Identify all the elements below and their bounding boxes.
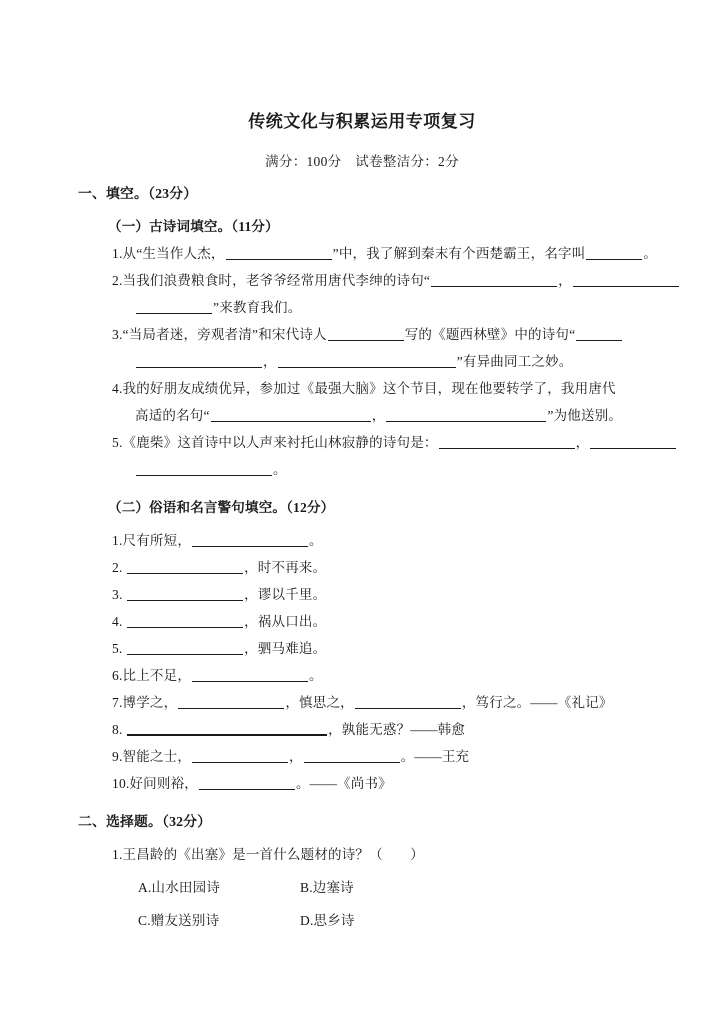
fill-blank[interactable] [439,435,575,449]
item-text: 。――王充 [400,749,470,764]
fill-blank[interactable] [590,435,676,449]
question-item [0,321,724,348]
item-text: ，谬以千里。 [244,587,327,602]
page-subtitle: 满分：100分 试卷整洁分：2分 [265,154,459,169]
option-key: C. [138,913,151,928]
item-text: ， [289,749,303,764]
item-number: 1. [112,533,123,548]
option-label: 边塞诗 [312,880,354,895]
item-number: 4. [112,381,123,396]
item-text: 。 [643,246,658,261]
option-key: A. [138,880,152,895]
item-text: ，时不再来。 [244,560,327,575]
fill-blank[interactable] [355,695,461,709]
question-item [0,527,724,554]
item-text: ”来教育我们。 [213,300,302,315]
question-item [0,554,724,581]
option-c[interactable] [138,907,300,934]
fill-blank[interactable] [278,354,456,368]
fill-blank[interactable] [328,327,404,341]
item-text: ， [371,408,386,423]
fill-blank[interactable] [178,695,284,709]
fill-blank[interactable] [127,560,243,574]
fill-blank[interactable] [136,300,212,314]
item-number: 7. [112,695,123,710]
fill-blank[interactable] [226,246,332,260]
item-number: 1. [112,246,123,261]
item-text: 《鹿柴》这首诗中以人声来衬托山林寂静的诗句是： [122,435,438,450]
option-label: 思乡诗 [313,913,355,928]
item-number: 10. [112,776,130,791]
item-text: ”有异曲同工之妙。 [456,354,573,369]
item-text: 。 [309,533,323,548]
question-item [0,662,724,689]
item-text: 尺有所短， [122,533,192,548]
question-item [0,716,724,743]
item-text: ”中，我了解到秦末有个西楚霸王，名字叫 [332,246,586,261]
section-heading-2: 二、选择题。（32分） [78,814,212,829]
item-text: 博学之， [122,695,178,710]
question-item-continuation [0,348,724,375]
fill-blank[interactable] [573,273,679,287]
question-item [0,770,724,797]
question-item-continuation [0,294,724,321]
item-text: 。 [273,462,287,477]
option-label: 赠友送别诗 [150,913,220,928]
question-item [0,375,724,402]
item-text: ，驷马难追。 [244,641,327,656]
exam-content [0,180,724,934]
fill-blank[interactable] [576,327,622,341]
question-item [0,608,724,635]
question-item [0,267,724,294]
fill-blank[interactable] [127,587,243,601]
choice-question [0,841,724,868]
item-text: 好问则裕， [129,776,198,791]
fill-blank[interactable] [192,668,308,682]
item-number: 5. [112,641,123,656]
item-text: 我的好朋友成绩优异，参加过《最强大脑》这个节目，现在他要转学了，我用唐代 [122,381,616,396]
fill-blank[interactable] [127,614,243,628]
item-text: “当局者迷，旁观者清”和宋代诗人 [122,327,327,342]
fill-blank[interactable] [586,246,642,260]
item-text: ， [575,435,590,450]
item-number: 3. [112,587,123,602]
question-item [0,689,724,716]
option-key: B. [300,880,313,895]
subsection-heading-1-1: （一）古诗词填空。（11分） [108,219,279,234]
question-item-continuation [0,456,724,483]
option-a[interactable] [138,874,300,901]
fill-blank[interactable] [211,408,371,422]
fill-blank[interactable] [192,749,288,763]
item-number: 2. [112,273,123,288]
fill-blank[interactable] [304,749,400,763]
choice-options-row [0,874,724,901]
item-number: 2. [112,560,123,575]
item-number: 1. [112,847,123,862]
fill-blank[interactable] [127,641,243,655]
question-item [0,240,724,267]
question-stem: 王昌龄的《出塞》是一首什么题材的诗？（ ） [122,847,424,862]
choice-options-row [0,907,724,934]
item-text: ，慎思之， [285,695,354,710]
option-d[interactable] [300,907,355,934]
item-text: ， [263,354,277,369]
item-number: 9. [112,749,123,764]
fill-blank[interactable] [192,533,308,547]
item-text: 当我们浪费粮食时，老爷爷经常用唐代李绅的诗句“ [122,273,431,288]
item-text: 高适的名句“ [135,408,210,423]
item-text: ，笃行之。――《礼记》 [461,695,613,710]
item-number: 5. [112,435,123,450]
option-key: D. [300,913,314,928]
subsection-heading-1-2: （二）俗语和名言警句填空。（12分） [108,500,335,515]
option-b[interactable] [300,874,354,901]
item-text: 比上不足， [122,668,192,683]
item-text: ，孰能无惑？――韩愈 [328,722,466,737]
item-text: 。――《尚书》 [295,776,392,791]
fill-blank[interactable] [199,776,295,790]
item-text: ”为他送别。 [547,408,623,423]
question-item-continuation [0,402,724,429]
question-item [0,635,724,662]
item-text: 。 [309,668,323,683]
question-item [0,743,724,770]
option-label: 山水田园诗 [151,880,221,895]
page-title: 传统文化与积累运用专项复习 [248,112,476,131]
question-item [0,581,724,608]
item-number: 6. [112,668,123,683]
section-heading-1: 一、填空。（23分） [78,186,198,201]
fill-blank[interactable] [431,273,557,287]
item-number: 8. [112,722,123,737]
question-item [0,429,724,456]
fill-blank[interactable] [127,721,327,736]
item-text: 从“生当作人杰， [122,246,225,261]
item-number: 4. [112,614,123,629]
fill-blank[interactable] [136,462,272,476]
item-number: 3. [112,327,123,342]
item-text: 智能之士， [122,749,192,764]
item-text: 写的《题西林壁》中的诗句“ [404,327,576,342]
item-text: ，祸从口出。 [244,614,327,629]
fill-blank[interactable] [386,408,546,422]
fill-blank[interactable] [136,354,262,368]
item-text: ， [558,273,572,288]
